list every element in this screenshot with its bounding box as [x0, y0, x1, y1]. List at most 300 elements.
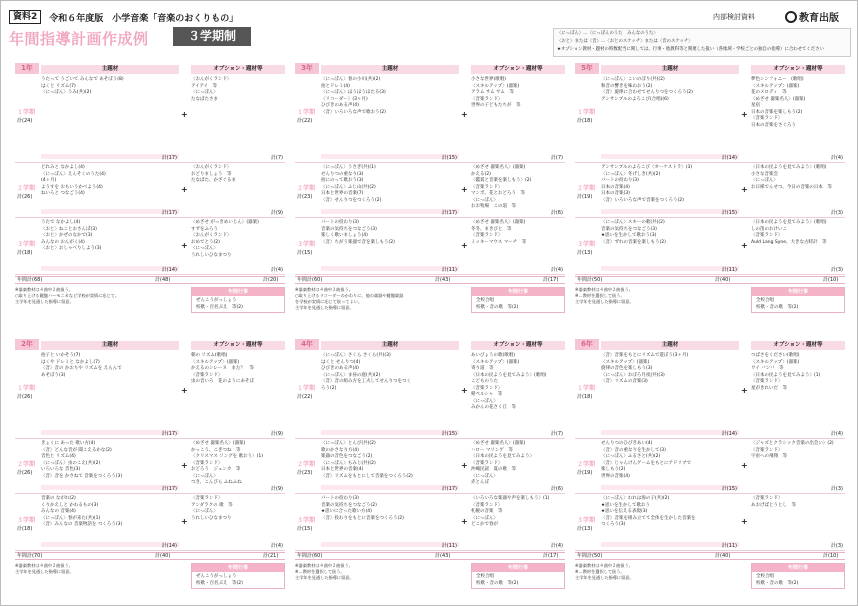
bottom-notes — [575, 287, 725, 305]
option-material-item: 〈にっぽん〉 — [471, 398, 498, 404]
term-count: 計(23) — [297, 470, 313, 476]
plus-icon: + — [461, 110, 468, 119]
option-material-item: 〈日本の民ようを見てみよう〉(歌唱) — [471, 372, 547, 378]
option-subtotal: 計(4) — [550, 267, 563, 273]
main-material-item: みんなの おんがく(4) — [41, 239, 85, 245]
subtotal-band — [41, 542, 179, 547]
term-label: １学期 — [577, 385, 596, 392]
grade-block — [575, 63, 845, 315]
term-label: ３学期 — [17, 517, 36, 524]
main-column-header: 主題材 — [41, 65, 179, 74]
plus-icon: + — [181, 517, 188, 526]
subtotal-band — [321, 154, 459, 159]
term-count: 計(18) — [17, 250, 33, 256]
main-material-item: 〈おと〉おしゃべりしよう(3) — [41, 246, 102, 251]
subtotal-band — [321, 430, 459, 435]
main-material-item: せんりつの重なり(3) — [321, 171, 364, 177]
main-material-list — [321, 494, 459, 532]
grade-block — [15, 63, 285, 315]
main-material-item: ★思いを生かして歌おう(3) — [601, 233, 657, 238]
main-material-item: 〈音〉音を かさねて 音楽をつくろう(3) — [41, 473, 123, 479]
option-material-item: 〈音楽ランド〉 — [751, 116, 783, 121]
annual-events-box — [191, 287, 285, 313]
grade-tab: 1年 — [15, 63, 39, 74]
option-material-item: 〈いろいろな楽器や声を楽しもう〉(1) — [471, 496, 550, 501]
bottom-notes — [575, 563, 725, 581]
option-material-list — [471, 494, 565, 541]
grade-tab: 4年 — [295, 339, 319, 350]
option-column-header: オプション・題材等 — [191, 65, 285, 74]
legend-note: 〈おと〉または〈音〉…〈おとのスケッチ〉または〈音のスケッチ〉 — [557, 39, 693, 44]
main-material-item: あそぼう(3) — [41, 372, 66, 378]
main-subtotal: 計(17) — [161, 155, 177, 161]
annual-option-total: 計(21) — [263, 553, 279, 559]
option-subtotal: 計(7) — [270, 155, 283, 161]
annual-event-item: 校歌・音の歌 等(2) — [476, 581, 519, 586]
annual-total-row — [575, 552, 845, 560]
option-material-item: 〈鑑賞と音楽を楽しもう〉(2) — [471, 178, 532, 183]
main-column-header: 主題材 — [321, 65, 459, 74]
annual-events-header: 年間行事 — [752, 288, 844, 296]
main-subtotal: 計(14) — [721, 431, 737, 437]
main-subtotal: 計(14) — [161, 267, 177, 273]
option-material-item: 〈音楽ランド〉 — [191, 496, 223, 501]
main-material-item: 〈にっぽん〉もみじ(共)(2) — [321, 460, 376, 466]
main-material-item: (4ヶ月) — [41, 178, 57, 183]
annual-event-item: 校歌・百名ぶえ 等(2) — [196, 581, 243, 586]
main-subtotal: 計(14) — [161, 543, 177, 549]
main-material-item: 〈にっぽん〉えんそくのうた(4) — [41, 171, 106, 177]
option-material-item: 〈音楽ランド〉 — [471, 385, 503, 391]
main-material-item: パートの役わり(3) — [601, 178, 639, 183]
term-count: 計(18) — [17, 526, 33, 532]
bottom-note: ※…教材を選択して扱う。 — [575, 569, 625, 574]
main-material-item: くりかえしと かわるもの(3) — [41, 502, 99, 508]
term-label: ２学期 — [297, 461, 316, 468]
main-material-item: 音楽の気持ちをつなごう(2) — [321, 502, 377, 508]
document-number: 資料2 — [9, 10, 41, 24]
option-material-item: 夢色シンフォニー (歌唱) — [751, 77, 804, 82]
option-material-item: 〈スキルアップ〉(器楽) — [751, 359, 800, 365]
main-subtotal: 計(17) — [441, 486, 457, 492]
main-material-item: 拍とドレミ(4) — [321, 83, 350, 89]
term-row — [15, 439, 285, 494]
option-material-item: 日本の音楽をさぐろう — [751, 122, 796, 128]
option-material-item: 沖縄民謡 夏の歌 等 — [471, 467, 516, 472]
option-subtotal: 計(7) — [550, 155, 563, 161]
main-material-item: 〈音〉リズムをもとにして音楽をつくろう(2) — [321, 473, 413, 479]
option-material-item: かえる(2) — [471, 171, 491, 177]
main-material-item: 〈音〉ずれの音楽を楽しもう(2) — [601, 239, 666, 245]
header-line — [9, 10, 238, 24]
annual-main-total: 計(40) — [715, 277, 731, 283]
annual-total-label: 年間計(50) — [577, 277, 603, 283]
option-material-item: 帰ペルシャ 等 — [471, 392, 503, 397]
option-subtotal: 計(4) — [270, 267, 283, 273]
plus-icon: + — [181, 241, 188, 250]
bottom-note: ※器楽教材は４曲中２曲扱う。 — [575, 563, 633, 568]
option-material-item: 小さな音楽会 — [751, 171, 778, 177]
terms-area — [575, 351, 845, 551]
plus-icon: + — [741, 517, 748, 526]
subtotal-band — [601, 154, 739, 159]
main-subtotal: 計(11) — [441, 543, 457, 549]
term-count: 計(19) — [577, 470, 593, 476]
term-label: ３学期 — [577, 241, 596, 248]
option-material-item: 札幌の音楽 等 — [471, 509, 503, 514]
main-material-item: 楽しく歌いましょう(4) — [321, 233, 368, 238]
option-material-item: 〈にっぽん〉 — [471, 515, 498, 521]
option-material-item: かっこう、こぎつね 等 — [191, 447, 241, 453]
option-material-item: 寄り道 等 — [471, 366, 494, 371]
annual-total-row — [295, 552, 565, 560]
main-material-item: 〈音〉リズムの音楽(3) — [601, 379, 648, 384]
legend-note: ★オプション教材・題材の時数配当に関しては、行事・他教科等と関連した扱い（各地域・学校ごとの独自の指導）に合わせてください — [557, 47, 824, 52]
option-material-item: 〈めざせ 器楽名人〉(器楽) — [471, 165, 526, 170]
annual-option-total: 計(10) — [823, 277, 839, 283]
term-count: 計(22) — [297, 118, 313, 124]
option-material-item: かえるのシレーヌ また？ 等 — [191, 366, 254, 371]
main-material-list — [601, 163, 739, 203]
option-material-item: 〈音楽ランド〉 — [191, 372, 223, 378]
annual-option-total: 計(20) — [263, 277, 279, 283]
main-material-item: せんりつのひびきあい(4) — [601, 441, 653, 446]
main-material-item: 〈にっぽん〉春が来た(共)(1) — [41, 515, 101, 521]
main-material-item: ひびきのある声(4) — [321, 103, 359, 108]
term-row — [575, 163, 845, 218]
main-material-item: はくと リズム(7) — [41, 83, 76, 89]
option-material-item: 〈音楽ランド〉 — [751, 496, 783, 501]
main-material-item: ひびきのある声(4) — [321, 366, 359, 371]
main-material-item: 〈音〉音の重なりを生かして(3) — [601, 447, 666, 453]
main-material-item: どれみと なかよし(4) — [41, 165, 85, 170]
annual-option-total: 計(17) — [543, 553, 559, 559]
main-material-item: 〈おと〉かぜのなかで(3) — [41, 233, 93, 238]
page-title: 年間指導計画作成例 — [9, 30, 149, 48]
main-material-item: 〈音〉ちがう楽器で音を楽しもう(2) — [321, 239, 395, 245]
term-row — [295, 351, 565, 439]
subtotal-band — [601, 209, 739, 214]
annual-events-header: 年間行事 — [752, 564, 844, 572]
option-column-header: オプション・題材等 — [471, 341, 565, 350]
option-material-list — [191, 218, 285, 265]
subtotal-band — [41, 209, 179, 214]
main-material-item: 〈にっぽん〉冬げしき(共)(2) — [601, 171, 661, 177]
grade-tab: 5年 — [575, 63, 599, 74]
subtotal-band — [601, 485, 739, 490]
main-material-item: 〈にっぽん〉おぼろ月夜(共)(3) — [601, 372, 665, 378]
main-material-item: アンサンブルのよろこび〈オーケストラ〉(3) — [601, 165, 693, 170]
main-material-item: つくろう(3) — [601, 522, 626, 527]
option-material-item: 〈日本の民ようを見てみよう〉(歌唱) — [751, 220, 827, 225]
option-material-item: うれしいひなまつり — [191, 252, 232, 258]
option-material-list — [751, 163, 845, 208]
main-material-list — [601, 351, 739, 409]
plus-icon: + — [461, 185, 468, 194]
plus-icon: + — [741, 110, 748, 119]
main-material-item: みんなの 音楽(4) — [41, 509, 76, 514]
main-material-list — [601, 439, 739, 479]
subtotal-band — [41, 485, 179, 490]
option-material-item: ミッキーマウス マーチ 等 — [471, 239, 527, 245]
annual-total-label: 年間計(50) — [577, 553, 603, 559]
option-material-item: 〈にっぽん〉 — [471, 473, 498, 479]
subtotal-band — [601, 266, 739, 271]
main-material-item: 〈音〉音の組み方を工夫してせんりつをつく — [321, 379, 411, 384]
main-material-item: はくや ドレミと なかよし(7) — [41, 359, 100, 365]
option-subtotal: 計(9) — [270, 431, 283, 437]
main-material-item: 〈音〉旋律に合わせてせんりつをつくろう(2) — [601, 90, 693, 95]
bottom-note: 主学年を見通した指導に留意。 — [575, 299, 634, 304]
option-subtotal: 計(3) — [830, 486, 843, 492]
option-material-item: 〈めざせ 器楽名人〉(器楽) — [751, 96, 806, 102]
main-subtotal: 計(14) — [721, 155, 737, 161]
main-material-list — [321, 439, 459, 479]
option-material-item: 〈クリスマス ソングを 歌おう〉(1) — [191, 454, 263, 459]
main-material-item: 〈音〉音楽を組み立てて全体を生かした音楽を — [601, 515, 696, 521]
main-material-item: 〈にっぽん〉ふじ山(共)(2) — [321, 184, 376, 190]
option-subtotal: 計(4) — [550, 543, 563, 549]
main-material-item: いろいろな 音色(3) — [41, 467, 81, 472]
option-material-item: 〈おんがくランド〉 — [191, 165, 232, 170]
option-material-item: 朝の リズム(歌唱) — [191, 353, 228, 358]
term-row — [295, 163, 565, 218]
annual-event-item: 全校合唱 — [476, 574, 494, 579]
term-label: ２学期 — [17, 461, 36, 468]
publisher-mark-icon — [785, 11, 797, 23]
option-column-header: オプション・題材等 — [751, 341, 845, 350]
option-subtotal: 計(6) — [550, 210, 563, 216]
option-material-item: 宇宙への飛翔 等 — [751, 454, 787, 459]
grade-block — [295, 63, 565, 315]
option-subtotal: 計(3) — [830, 543, 843, 549]
annual-total-row — [15, 276, 285, 284]
option-material-list — [191, 351, 285, 429]
main-material-item: 〈にっぽん〉スキーの歌(共)(2) — [601, 220, 665, 225]
option-material-item: 〈音楽ランド〉 — [751, 233, 783, 238]
main-subtotal: 計(17) — [161, 210, 177, 216]
option-material-item: 〈スキルアップ〉(器楽) — [471, 359, 520, 365]
main-material-item: 音楽の ながれ(2) — [41, 496, 76, 501]
main-material-item: 日本と世界の音楽(7) — [321, 191, 364, 196]
main-material-item: 〈音〉音楽をもとにリズムで遊ぼう(3ヶ月) — [601, 353, 689, 358]
term-label: ３学期 — [297, 517, 316, 524]
main-material-item: 〈おと〉ねことおさんぽ(3) — [41, 226, 97, 232]
main-material-item: 日本の音楽(3) — [601, 191, 630, 196]
term-count: 計(13) — [577, 526, 593, 532]
term-label: ２学期 — [17, 185, 36, 192]
annual-events-header: 年間行事 — [192, 288, 284, 296]
annual-event-item: ぜんこうがっしょう — [196, 298, 237, 303]
legend-note: 〈にっぽん〉…〈にっぽんのうた みんなのうた〉 — [557, 31, 658, 36]
bottom-note: ○取り上げるリコーダーのかわりに、他の楽器や鍵盤楽器 — [295, 293, 404, 298]
bottom-note: 主学年を見通した指導に留意。 — [295, 575, 354, 580]
terms-area — [575, 75, 845, 275]
term-label: １学期 — [297, 109, 316, 116]
option-material-item: 〈にっぽん〉 — [191, 473, 218, 479]
option-material-list — [191, 494, 285, 541]
main-material-item: 音楽の気持ちをつなごう(3) — [321, 226, 377, 232]
option-column-header: オプション・題材等 — [471, 65, 565, 74]
main-material-item: パートの役わり(3) — [321, 220, 359, 225]
option-material-item: うれしいひなまつり — [191, 515, 232, 521]
option-column-header: オプション・題材等 — [751, 65, 845, 74]
main-subtotal: 計(11) — [721, 267, 737, 273]
term-count: 計(23) — [297, 194, 313, 200]
option-material-item: あいびょうの歌(歌唱) — [471, 353, 516, 358]
option-material-item: 〈日本の民ようを見てみよう〉 — [471, 454, 534, 459]
option-material-list — [191, 439, 285, 484]
option-subtotal: 計(4) — [830, 431, 843, 437]
option-material-item: 世界の子どもたちが 等 — [471, 103, 521, 108]
term-count: 計(18) — [577, 118, 593, 124]
annual-events-box — [751, 563, 845, 589]
bottom-note: 主学年を見通した指導に留意。 — [15, 569, 74, 574]
main-material-item: ねいろと つなごう(4) — [41, 191, 85, 196]
main-material-item: きょくに あった 歌い方(4) — [41, 441, 96, 446]
option-material-item: 〈スキルアップ〉(器楽) — [751, 83, 800, 89]
option-material-item: 〈にっぽん〉 — [191, 246, 218, 251]
main-material-item: うたって うごいて みんなで あそぼう(8) — [41, 77, 124, 82]
option-material-item: 〈音楽ランド〉 — [751, 447, 783, 453]
main-subtotal: 計(15) — [441, 155, 457, 161]
main-material-item: 〈にっぽん〉ま昼の庭(共)(2) — [321, 372, 381, 378]
option-material-list — [471, 163, 565, 208]
term-row — [15, 218, 285, 275]
plus-icon: + — [741, 241, 748, 250]
term-row — [575, 75, 845, 163]
option-subtotal: 計(6) — [550, 486, 563, 492]
term-row — [295, 494, 565, 551]
plus-icon: + — [461, 386, 468, 395]
bottom-note: ※…教材を選択して扱う。 — [295, 569, 345, 574]
document-subtitle: 令和６年度版 小学音楽「音楽のおくりもの」 — [49, 13, 239, 24]
plus-icon: + — [181, 185, 188, 194]
annual-main-total: 計(43) — [435, 277, 451, 283]
main-material-item: 楽しもう(2) — [601, 467, 626, 472]
term-row — [15, 75, 285, 163]
main-material-item: はくと せんりつ(4) — [321, 359, 361, 365]
bottom-note: ※器楽教材は４曲中２曲扱う。 — [15, 563, 73, 568]
term-label: ２学期 — [577, 185, 596, 192]
option-material-item: 星がきれいだ 等 — [751, 385, 787, 391]
main-material-item: 日本の音楽(4) — [601, 184, 630, 190]
option-material-item: 〈にっぽん〉 — [191, 509, 218, 514]
option-subtotal: 計(3) — [830, 210, 843, 216]
bottom-notes — [15, 563, 165, 575]
bottom-note: ※器楽教材は４曲中２曲扱う。 — [575, 287, 633, 292]
main-subtotal: 計(15) — [441, 431, 457, 437]
main-material-item: 歌のかさなり方(4) — [321, 447, 359, 453]
main-material-item: 〈音〉みんなの 音楽物語を つくろう(3) — [41, 522, 123, 527]
term-label: １学期 — [577, 109, 596, 116]
main-material-item: ★思いを生かして歌おう — [601, 502, 651, 508]
annual-event-item: 校歌・音の歌 等(2) — [756, 305, 799, 310]
main-column-header: 主題材 — [41, 341, 179, 350]
option-material-item: 〈音楽ランド〉 — [471, 502, 503, 508]
bottom-note: ○取り上げる鍵盤ハーモニカなど学校が実情に応じて。 — [15, 293, 120, 298]
option-material-item: 虫の音いろ 花のようにあそぼ — [191, 379, 254, 384]
main-material-item: 〈音〉せんりつをつくろう(2) — [321, 197, 382, 203]
bottom-note: を学校が実情に応じて扱ってよい。 — [295, 299, 363, 304]
main-material-item: 〈スキルアップ〉(器楽) — [601, 359, 650, 365]
option-material-list — [751, 494, 845, 541]
main-column-header: 主題材 — [601, 341, 739, 350]
internal-label: 内部検討資料 — [713, 13, 755, 21]
annual-total-label: 年間計(70) — [17, 553, 43, 559]
term-label: ２学期 — [297, 185, 316, 192]
main-material-item: 〈にっぽん〉とんび(共)(2) — [321, 441, 376, 446]
option-material-item: 日本の音楽を楽しもう(2) — [751, 109, 803, 115]
option-material-item: Auld Lang Syne、大きな古時計 等 — [751, 239, 827, 245]
annual-events-box — [471, 287, 565, 313]
option-material-item: 〈日本の民ようを見てみよう〉(1) — [751, 372, 821, 378]
bottom-note: ※器楽教材は４曲中２曲扱う。 — [295, 563, 353, 568]
option-material-item: 〈音楽ランド〉 — [471, 96, 503, 102]
main-material-item: 拍子と いかそう(7) — [41, 353, 81, 358]
option-material-item: たなばたさま — [191, 96, 218, 102]
main-material-item: 世界の音楽(4) — [601, 473, 630, 479]
main-material-list — [601, 218, 739, 256]
plus-icon: + — [461, 461, 468, 470]
annual-event-item: 校歌・音の歌 等(2) — [476, 305, 519, 310]
main-material-item: 〈にっぽん〉うみ(共)(2) — [41, 90, 92, 95]
terms-area — [295, 75, 565, 275]
plus-icon: + — [181, 461, 188, 470]
main-subtotal: 計(17) — [441, 210, 457, 216]
annual-option-total: 計(10) — [823, 553, 839, 559]
term-count: 計(15) — [297, 526, 313, 532]
plus-icon: + — [461, 517, 468, 526]
annual-main-total: 計(48) — [155, 277, 171, 283]
terms-area — [15, 75, 285, 275]
term-row — [575, 439, 845, 494]
option-material-item: アンダラクの 歌 等 — [191, 502, 233, 508]
main-material-item: アンサンブルのよろこび(合唱)(6) — [601, 96, 669, 102]
option-column-header: オプション・題材等 — [191, 341, 285, 350]
option-subtotal: 計(9) — [270, 210, 283, 216]
main-material-item: 旋律の音色を楽しもう(3) — [601, 366, 653, 371]
option-material-item: 〈スキルアップ〉(器楽) — [471, 83, 520, 89]
main-subtotal: 計(11) — [721, 543, 737, 549]
option-material-list — [751, 439, 845, 484]
main-subtotal: 計(11) — [441, 267, 457, 273]
option-material-item: 〈めざせ 器楽名人〉(器楽) — [191, 441, 246, 446]
option-material-item: 小さな世界(歌唱) — [471, 77, 507, 82]
annual-events-box — [191, 563, 285, 589]
term-count: 計(22) — [297, 394, 313, 400]
subtotal-band — [41, 154, 179, 159]
option-material-list — [751, 218, 845, 265]
plus-icon: + — [181, 110, 188, 119]
main-material-item: 楽器の音色をつなごう(2) — [321, 454, 373, 459]
main-material-list — [41, 75, 179, 133]
annual-event-item: 全校合唱 — [756, 298, 774, 303]
subtotal-band — [41, 430, 179, 435]
term-count: 計(26) — [17, 394, 33, 400]
option-material-item: 〈にっぽん〉 — [191, 90, 218, 95]
plus-icon: + — [181, 386, 188, 395]
term-row — [295, 439, 565, 494]
option-material-item: 冬冬、まきびと 等 — [471, 226, 512, 232]
term-count: 計(26) — [17, 194, 33, 200]
subtotal-band — [41, 266, 179, 271]
main-material-item: 〈音〉どんな音が 聞こえるかな(2) — [41, 447, 112, 453]
main-material-list — [601, 494, 739, 532]
term-row — [295, 218, 565, 275]
option-material-item: マンボ、花とおどろう 等 — [471, 191, 525, 196]
term-label: ３学期 — [17, 241, 36, 248]
